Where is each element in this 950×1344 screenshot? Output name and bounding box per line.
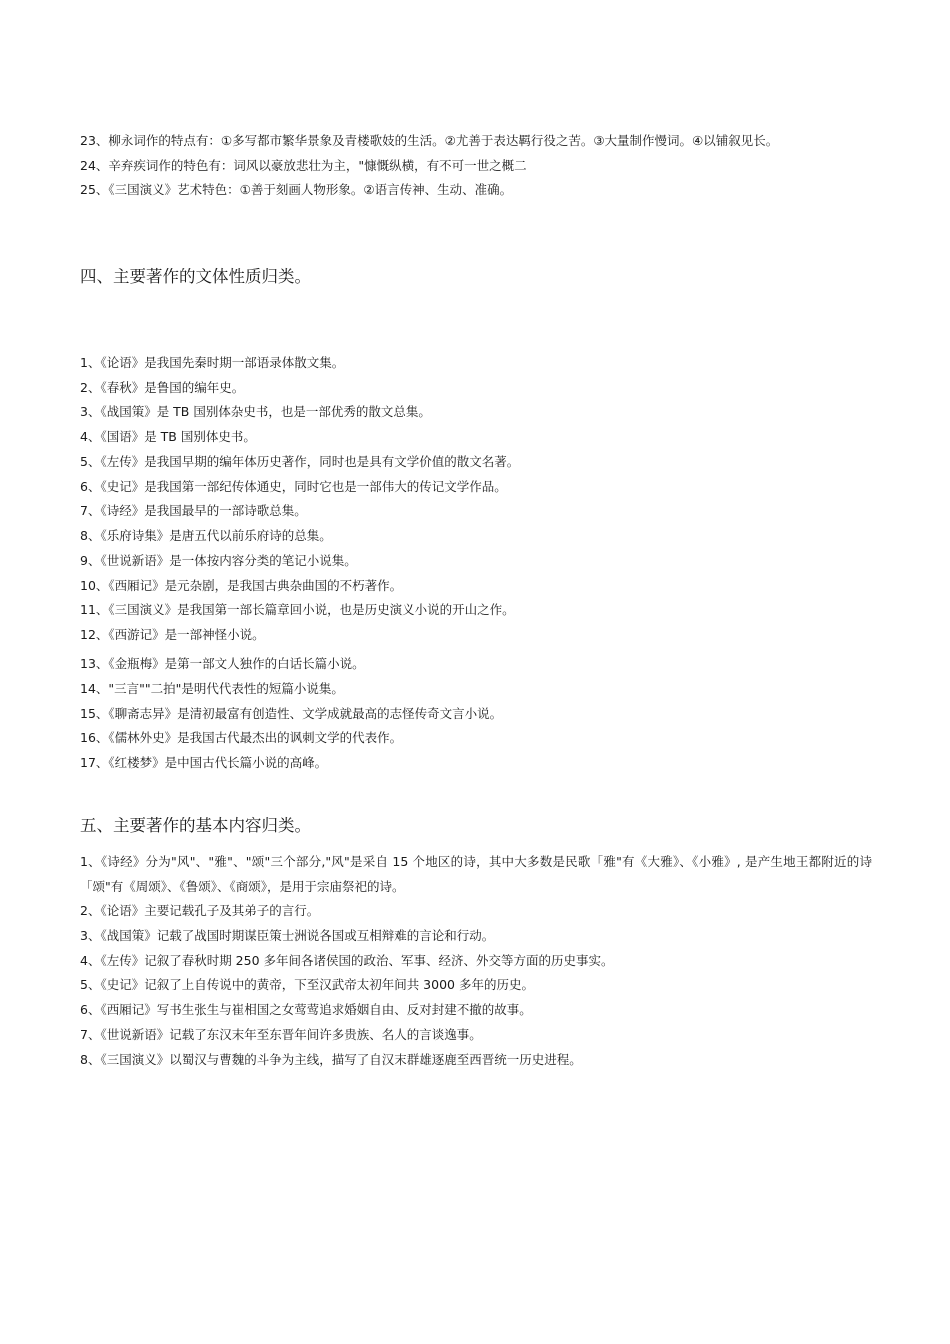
section-5-item-3: 3、《战国策》记载了战国时期谋臣策士洲说各国或互相辩难的言论和行动。 xyxy=(80,928,495,943)
list-item-25: 25、《三国演义》艺术特色：①善于刻画人物形象。②语言传神、生动、准确。 xyxy=(80,182,513,197)
section-4-item-13: 13、《金瓶梅》是第一部文人独作的白话长篇小说。 xyxy=(80,656,365,671)
section-4-item-1: 1、《论语》是我国先秦时期一部语录体散文集。 xyxy=(80,355,345,370)
section-4-item-12: 12、《西游记》是一部神怪小说。 xyxy=(80,627,265,642)
section-4-item-16: 16、《儒林外史》是我国古代最杰出的讽刺文学的代表作。 xyxy=(80,730,403,745)
section-4-item-15: 15、《聊斋志异》是清初最富有创造性、文学成就最高的志怪传奇文言小说。 xyxy=(80,706,503,721)
list-item-23: 23、柳永词作的特点有：①多写都市繁华景象及青楼歌妓的生活。②尤善于表达羁行役之苦。③大量制作慢词。④以铺叙见长。 xyxy=(80,133,779,148)
section-4-item-9: 9、《世说新语》是一体按内容分类的笔记小说集。 xyxy=(80,553,357,568)
section-4-heading: 四、主要著作的文体性质归类。 xyxy=(80,267,311,286)
section-5-item-2: 2、《论语》主要记载孔子及其弟子的言行。 xyxy=(80,903,320,918)
section-5-item-8: 8、《三国演义》以蜀汉与曹魏的斗争为主线，描写了自汉末群雄逐鹿至西晋统一历史进程。 xyxy=(80,1052,582,1067)
section-4-item-6: 6、《史记》是我国第一部纪传体通史，同时它也是一部伟大的传记文学作品。 xyxy=(80,479,507,494)
section-4-item-4: 4、《国语》是 TB 国别体史书。 xyxy=(80,429,256,444)
section-4-item-10: 10、《西厢记》是元杂剧，是我国古典杂曲国的不朽著作。 xyxy=(80,578,403,593)
section-5-item-7: 7、《世说新语》记载了东汉末年至东晋年间许多贵族、名人的言谈逸事。 xyxy=(80,1027,482,1042)
list-item-24: 24、辛弃疾词作的特色有：词风以豪放悲壮为主，"慷慨纵横，有不可一世之概二 xyxy=(80,158,527,173)
section-5-item-1: 1、《诗经》分为"风"、"雅"、"颂"三个部分,"风"是采自 15 个地区的诗，其中大多数是民歌「雅"有《大雅》、《小雅》, 是产生地王都附近的诗「颂"有《周颂》、《鲁颂》、《商颂》，是用于宗庙祭祀的诗。 xyxy=(80,854,872,894)
section-4-item-3: 3、《战国策》是 TB 国别体杂史书，也是一部优秀的散文总集。 xyxy=(80,404,431,419)
section-4-item-11: 11、《三国演义》是我国第一部长篇章回小说，也是历史演义小说的开山之作。 xyxy=(80,602,515,617)
section-4-item-7: 7、《诗经》是我国最早的一部诗歌总集。 xyxy=(80,503,307,518)
section-5-heading: 五、主要著作的基本内容归类。 xyxy=(80,816,311,835)
section-4-item-14: 14、"三言""二拍"是明代代表性的短篇小说集。 xyxy=(80,681,344,696)
section-5-item-6: 6、《西厢记》写书生张生与崔相国之女莺莺追求婚姻自由、反对封建不撤的故事。 xyxy=(80,1002,532,1017)
section-4-item-2: 2、《春秋》是鲁国的编年史。 xyxy=(80,380,245,395)
section-4-item-8: 8、《乐府诗集》是唐五代以前乐府诗的总集。 xyxy=(80,528,332,543)
section-5-item-4: 4、《左传》记叙了春秋时期 250 多年间各诸侯国的政治、军事、经济、外交等方面的历史事实。 xyxy=(80,953,614,968)
section-4-item-17: 17、《红楼梦》是中国古代长篇小说的高峰。 xyxy=(80,755,328,770)
section-4-item-5: 5、《左传》是我国早期的编年体历史著作，同时也是具有文学价值的散文名著。 xyxy=(80,454,520,469)
section-5-item-5: 5、《史记》记叙了上自传说中的黄帝，下至汉武帝太初年间共 3000 多年的历史。 xyxy=(80,977,534,992)
